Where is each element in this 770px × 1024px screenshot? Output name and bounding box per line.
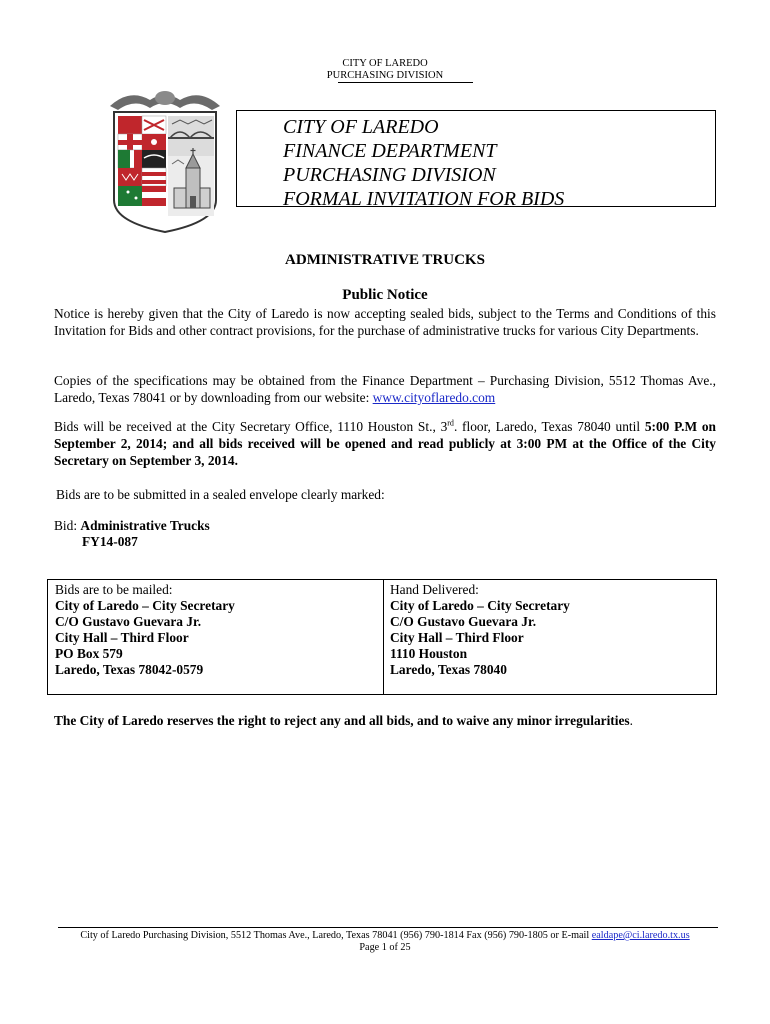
bid-label-line: [54, 517, 716, 534]
deadline-text-b: . floor, Laredo, Texas 78040 until: [453, 419, 645, 434]
notice-paragraph: Notice is hereby given that the City of Laredo is now accepting sealed bids, subject to the Terms and Conditions of this Invitation for Bids and other contract provisions, for the purchase of administrative trucks for various City Departments.: [54, 306, 716, 338]
mailed-line-4: PO Box 579: [55, 646, 123, 661]
bid-label: Bid:: [54, 518, 81, 533]
hand-delivered-address: [390, 580, 570, 678]
header-rule: [338, 82, 473, 83]
mailed-line-5: Laredo, Texas 78042-0579: [55, 662, 204, 677]
deadline-bold: 5:00 P.M on September 2, 2014; and all bids received will be opened and read publicly at 3:00 PM at the Office of the City Secretary on September 3, 2014.: [54, 419, 716, 468]
title-line-1: CITY OF LAREDO: [283, 116, 439, 138]
mailed-heading: Bids are to be mailed:: [55, 582, 173, 597]
title-line-2: FINANCE DEPARTMENT: [283, 140, 497, 162]
reservation-text: The City of Laredo reserves the right to reject any and all bids, and to waive any minor irregularities: [54, 713, 630, 728]
envelope-instructions: Bids are to be submitted in a sealed envelope clearly marked:: [56, 487, 385, 502]
mailed-address: [55, 580, 235, 678]
hand-heading: Hand Delivered:: [390, 582, 479, 597]
header-line-2: PURCHASING DIVISION: [326, 70, 444, 81]
reservation-period: .: [629, 713, 633, 728]
specifications-paragraph: [54, 372, 716, 406]
address-divider: [383, 580, 384, 694]
header-line-1: CITY OF LAREDO: [342, 58, 428, 69]
footer-email-link[interactable]: ealdape@ci.laredo.tx.us: [591, 930, 690, 941]
city-seal-image: [100, 88, 230, 234]
footer-contact: [0, 930, 770, 942]
hand-line-2: C/O Gustavo Guevara Jr.: [390, 614, 537, 629]
footer-rule: [58, 927, 718, 928]
deadline-text-a: Bids will be received at the City Secretary Office, 1110 Houston St., 3: [54, 419, 448, 434]
page-footer: [0, 930, 770, 954]
page-number: Page 1 of 25: [359, 942, 411, 953]
mailed-line-1: City of Laredo – City Secretary: [55, 598, 235, 613]
document-header: [0, 58, 770, 82]
title-box: [236, 110, 716, 210]
reservation-statement: [54, 712, 716, 729]
hand-line-3: City Hall – Third Floor: [390, 630, 524, 645]
bid-name: Administrative Trucks: [80, 518, 210, 533]
mailed-line-2: C/O Gustavo Guevara Jr.: [55, 614, 202, 629]
specifications-text: Copies of the specifications may be obtained from the Finance Department – Purchasing Division, 5512 Thomas Ave., Laredo, Texas 78041 or by downloading from our website:: [54, 373, 716, 405]
mailed-line-3: City Hall – Third Floor: [55, 630, 189, 645]
address-table: [47, 579, 717, 695]
bid-number: FY14-087: [82, 534, 138, 549]
bid-subject: ADMINISTRATIVE TRUCKS: [285, 252, 485, 268]
hand-line-5: Laredo, Texas 78040: [390, 662, 507, 677]
hand-line-4: 1110 Houston: [390, 646, 468, 661]
footer-text: City of Laredo Purchasing Division, 5512 Thomas Ave., Laredo, Texas 78041 (956) 790-1814 Fax (956) 790-1805 or E-mail: [80, 930, 592, 941]
website-link[interactable]: www.cityoflaredo.com: [372, 390, 496, 405]
title-line-3: PURCHASING DIVISION: [283, 164, 496, 186]
hand-line-1: City of Laredo – City Secretary: [390, 598, 570, 613]
deadline-ordinal: rd: [447, 418, 454, 428]
title-line-4: FORMAL INVITATION FOR BIDS: [283, 188, 565, 210]
bid-deadline-paragraph: [54, 418, 716, 469]
public-notice-title: Public Notice: [342, 287, 428, 303]
